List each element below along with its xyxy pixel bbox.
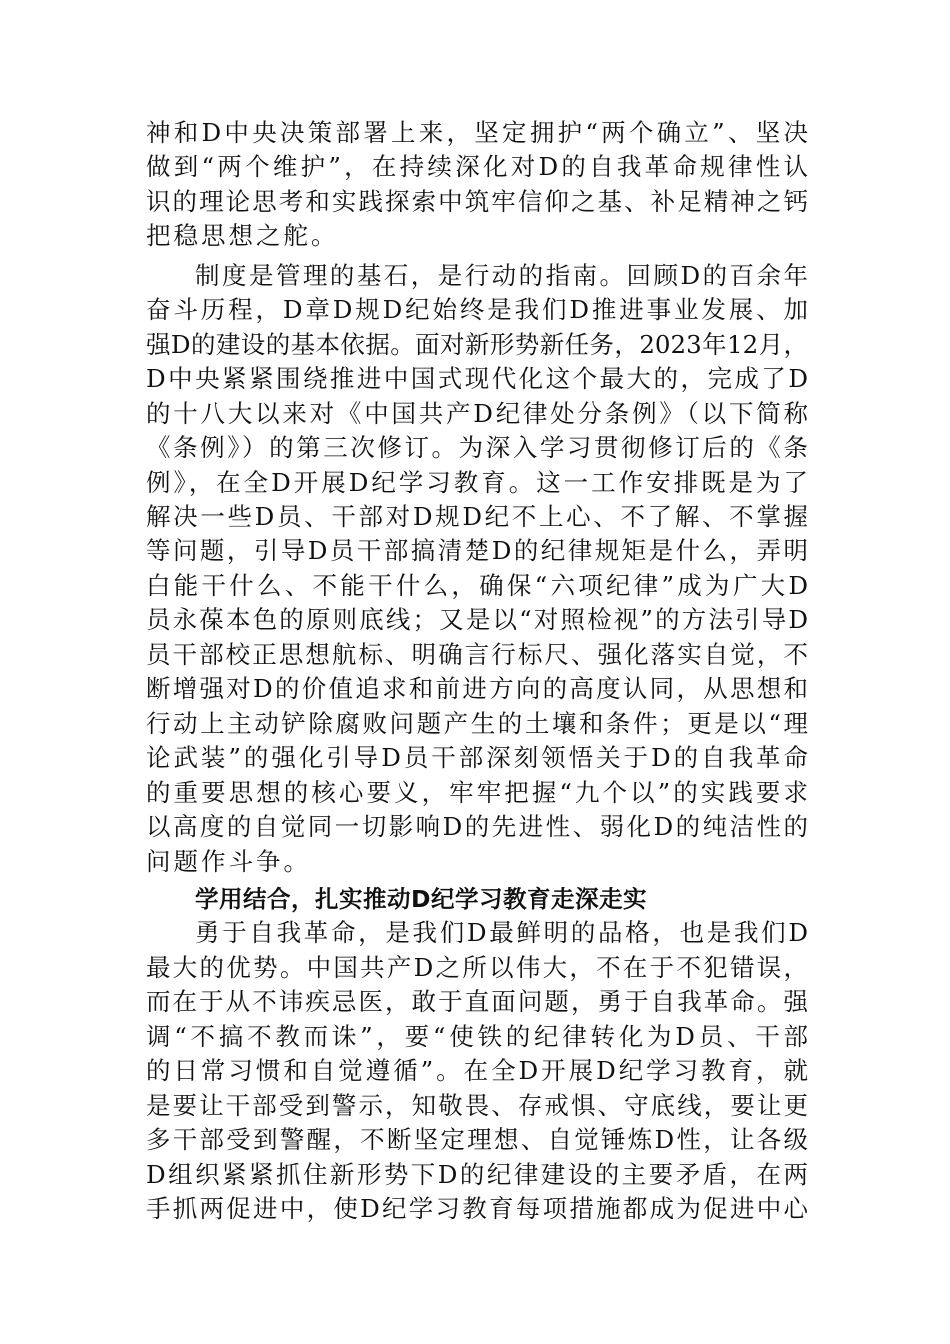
paragraph-2-line-13: 断增强对D的价值追求和前进方向的高度认同，从思想和 <box>146 674 808 703</box>
paragraph-2-line-2: 奋斗历程，D章D规D纪始终是我们D推进事业发展、加 <box>146 295 808 324</box>
paragraph-2-line-17: 以高度的自觉同一切影响D的先进性、弱化D的纯洁性的 <box>146 812 808 841</box>
paragraph-1-line-2: 做到“两个维护”，在持续深化对D的自我革命规律性认 <box>146 152 808 181</box>
paragraph-2-line-9: 等问题，引导D员干部搞清楚D的纪律规矩是什么，弄明 <box>146 536 808 565</box>
paragraph-2-line-10: 白能干什么、不能干什么，确保“六项纪律”成为广大D <box>146 571 808 600</box>
paragraph-1-line-3: 识的理论思考和实践探索中筑牢信仰之基、补足精神之钙 <box>146 187 808 216</box>
document-body <box>146 116 808 1236</box>
paragraph-2-line-3: 强D的建设的基本依据。面对新形势新任务，2023年12月， <box>146 330 808 359</box>
paragraph-1-line-1: 神和D中央决策部署上来，坚定拥护“两个确立”、坚决 <box>146 118 808 147</box>
paragraph-2-line-6: 《条例》）的第三次修订。为深入学习贯彻修订后的《条 <box>146 433 808 462</box>
paragraph-3-line-6: 是要让干部受到警示，知敬畏、存戒惧、守底线，要让更 <box>146 1091 808 1120</box>
paragraph-3-line-5: 的日常习惯和自觉遵循”。在全D开展D纪学习教育，就 <box>146 1056 808 1085</box>
paragraph-3-line-8: D组织紧紧抓住新形势下D的纪律建设的主要矛盾，在两 <box>146 1160 808 1189</box>
paragraph-3-line-9: 手抓两促进中，使D纪学习教育每项措施都成为促进中心 <box>146 1194 808 1223</box>
paragraph-3-line-2: 最大的优势。中国共产D之所以伟大，不在于不犯错误， <box>146 953 808 982</box>
paragraph-2-line-14: 行动上主动铲除腐败问题产生的土壤和条件；更是以“理 <box>146 709 808 738</box>
paragraph-2-line-18: 问题作斗争。 <box>146 847 311 876</box>
paragraph-2-line-16: 的重要思想的核心要义，牢牢把握“九个以”的实践要求 <box>146 778 808 807</box>
paragraph-2-line-15: 论武装”的强化引导D员干部深刻领悟关于D的自我革命 <box>146 743 808 772</box>
paragraph-2-line-4: D中央紧紧围绕推进中国式现代化这个最大的，完成了D <box>146 364 808 393</box>
section-heading: 学用结合，扎实推动D纪学习教育走深走实 <box>195 885 648 913</box>
paragraph-3-line-7: 多干部受到警醒，不断坚定理想、自觉锤炼D性，让各级 <box>146 1125 808 1154</box>
paragraph-2-line-11: 员永葆本色的原则底线；又是以“对照检视”的方法引导D <box>146 605 808 634</box>
paragraph-2-line-12: 员干部校正思想航标、明确言行标尺、强化落实自觉，不 <box>146 640 808 669</box>
paragraph-3-line-3: 而在于从不讳疾忌医，敢于直面问题，勇于自我革命。强 <box>146 987 808 1016</box>
paragraph-3-line-4: 调“不搞不教而诛”，要“使铁的纪律转化为D员、干部 <box>146 1022 808 1051</box>
paragraph-2-line-5: 的十八大以来对《中国共产D纪律处分条例》（以下简称 <box>146 399 808 428</box>
paragraph-1-line-4: 把稳思想之舵。 <box>146 221 339 250</box>
paragraph-2-line-1: 制度是管理的基石，是行动的指南。回顾D的百余年 <box>195 261 808 290</box>
paragraph-2-line-7: 例》，在全D开展D纪学习教育。这一工作安排既是为了 <box>146 468 808 497</box>
paragraph-2-line-8: 解决一些D员、干部对D规D纪不上心、不了解、不掌握 <box>146 502 808 531</box>
paragraph-3-line-1: 勇于自我革命，是我们D最鲜明的品格，也是我们D <box>195 918 808 947</box>
